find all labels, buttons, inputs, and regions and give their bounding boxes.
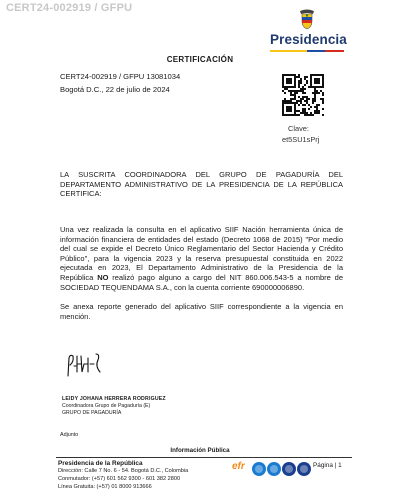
certification-seal-icon — [282, 462, 296, 476]
body-text-part1: Una vez realizada la consulta en el aplicativo SIIF Nación herramienta única de información financiera de entidades del estado (Decreto 1068 de 2015) "Por medio del cual se expide el Decreto Único Reglamentario del Sector Hacienda y Crédito Público", para la vigencia 2023 y la reserva presupuestal constituida en 2022 ejecutada en 2023, El Departamento Administrativo de la Presidencia de la República — [60, 225, 343, 282]
signer-name: LEIDY JOHANA HERRERA RODRIGUEZ — [62, 396, 166, 402]
footer-divider — [56, 457, 352, 458]
presidencia-logo — [270, 8, 394, 54]
qr-key-label: Clave: — [288, 124, 309, 133]
certification-logos — [232, 461, 312, 479]
qr-code-icon — [282, 74, 324, 116]
handwritten-signature — [64, 350, 134, 380]
body-text-negation: NO — [97, 272, 109, 282]
signer-unit: GRUPO DE PAGADURÍA — [62, 410, 122, 416]
footer-entity-name: Presidencia de la República — [58, 460, 143, 467]
flag-stripe — [270, 50, 344, 52]
coat-of-arms-icon — [296, 8, 318, 30]
information-classification: Información Pública — [170, 447, 230, 454]
certification-body-paragraph — [60, 225, 343, 292]
certification-seal-icon — [297, 462, 311, 476]
logo-text: Presidencia — [270, 32, 347, 47]
body-text-part2: realizó pago alguno a cargo del NIT 860.006.543-5 a nombre de SOCIEDAD TEQUENDAMA S.A., con la cuenta corriente 690000006890. — [60, 272, 343, 292]
certification-seal-icon — [267, 462, 281, 476]
page-number: Página | 1 — [313, 462, 342, 469]
certify-heading-paragraph: LA SUSCRITA COORDINADORA DEL GRUPO DE PAGADURÍA DEL DEPARTAMENTO ADMINISTRATIVO DE LA PRESIDENCIA DE LA REPÚBLICA CERTIFICA: — [60, 170, 343, 199]
reference-number: CERT24-002919 / GFPU 13081034 — [60, 72, 181, 81]
attachment-label: Adjunto — [60, 432, 79, 438]
footer-phone: Conmutador: (+57) 601 562 9300 - 601 382 2800 — [58, 476, 181, 482]
efr-logo: efr — [232, 461, 245, 472]
footer-toll-free: Línea Gratuita: (+57) 01 8000 913666 — [58, 484, 152, 490]
document-watermark: CERT24-002919 / GFPU — [6, 2, 133, 14]
signer-role: Coordinadora Grupo de Pagaduría (E) — [62, 403, 151, 409]
attachment-paragraph: Se anexa reporte generado del aplicativo SIIF correspondiente a la vigencia en mención. — [60, 302, 343, 321]
qr-key-value: et5SU1sPrj — [282, 135, 320, 144]
footer-address: Dirección: Calle 7 No. 6 - 54. Bogotá D.C., Colombia — [58, 468, 189, 474]
document-title: CERTIFICACIÓN — [166, 55, 234, 64]
document-date: Bogotá D.C., 22 de julio de 2024 — [60, 85, 170, 94]
certification-seal-icon — [252, 462, 266, 476]
